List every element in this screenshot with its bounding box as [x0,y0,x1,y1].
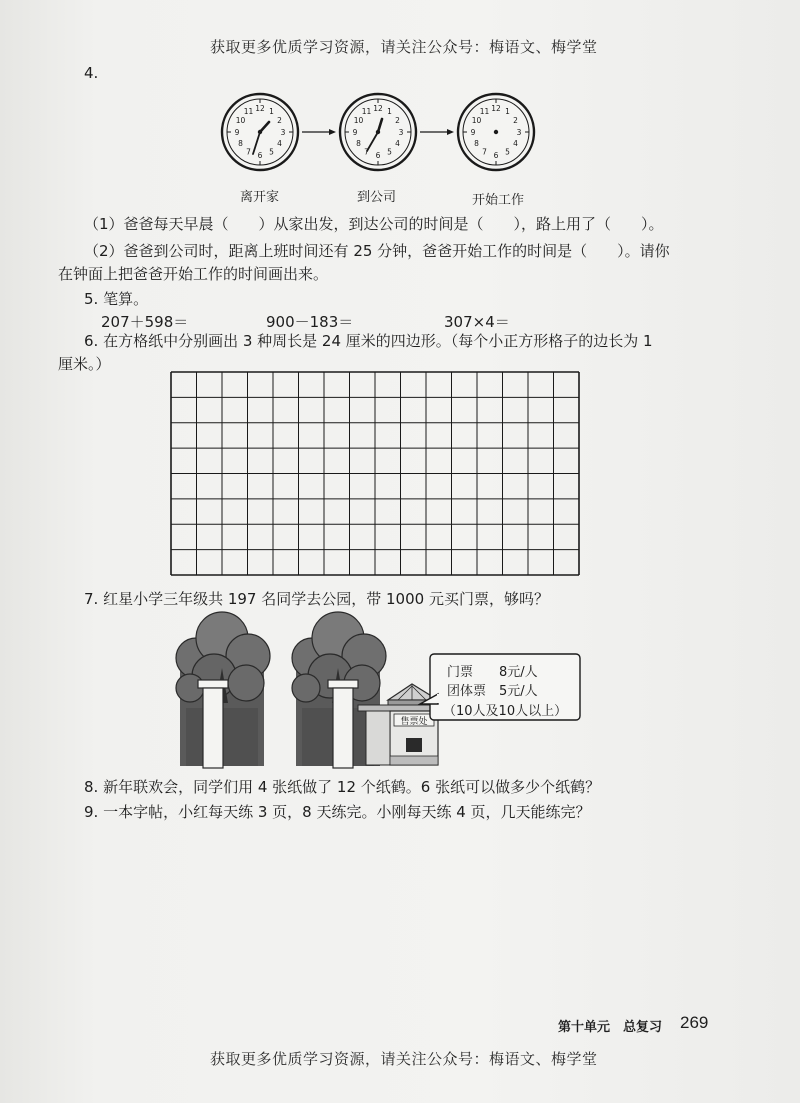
clock-leave-home [222,94,298,170]
question-7-text: 7. 红星小学三年级共 197 名同学去公园，带 1000 元买门票，够吗？ [84,590,549,608]
clock-diagram: 12 1 2 3 4 5 6 7 8 9 10 11 [210,88,550,180]
arrow-1 [302,129,336,135]
clock-label-start-work: 开始工作 [472,193,525,208]
calc-item-3: 307×4＝ [444,313,510,331]
question-6-text-cont: 厘米。） [58,355,111,373]
clock-label-leave-home: 离开家 [240,190,280,205]
gate-pillar-right [328,680,358,768]
question-4-number: 4. [84,64,99,82]
question-4-part-2: （2）爸爸到公司时，距离上班时间还有 25 分钟，爸爸开始工作的时间是（ ）。请你 [84,242,670,260]
graph-paper-grid [170,371,580,576]
watermark-top: 获取更多优质学习资源，请关注公众号：梅语文、梅学堂 [210,38,598,56]
footer-unit: 第十单元 总复习 [558,1020,663,1035]
booth-sign-text: 售票处 [400,717,428,727]
question-9-text: 9. 一本字帖，小红每天练 3 页，8 天练完。小刚每天练 4 页，几天能练完？ [84,803,591,821]
question-6-text: 6. 在方格纸中分别画出 3 种周长是 24 厘米的四边形。（每个小正方形格子的边长为 1 [84,332,653,350]
calc-item-2: 900－183＝ [266,313,354,331]
question-4-part-1: （1）爸爸每天早晨（ ）从家出发，到达公司的时间是（ ），路上用了（ ）。 [84,215,664,233]
price-group-line: 团体票 5元/人 [447,684,538,699]
arrow-2 [420,129,454,135]
clock-start-work[interactable] [458,94,534,170]
clock-label-arrive-company: 到公司 [357,190,397,205]
question-8-text: 8. 新年联欢会，同学们用 4 张纸做了 12 个纸鹤。6 张纸可以做多少个纸鹤？ [84,778,601,796]
graph-paper[interactable] [170,371,580,576]
clock-arrive-company [340,94,416,170]
price-group-condition: （10人及10人以上） [443,704,568,719]
price-ticket-line: 门票 8元/人 [447,665,538,680]
gate-pillar-left [198,680,228,768]
calc-item-1: 207＋598＝ [101,313,189,331]
footer-page-number: 269 [680,1013,709,1032]
question-5-title: 5. 笔算。 [84,290,149,308]
question-4-part-2-cont: 在钟面上把爸爸开始工作的时间画出来。 [58,265,329,283]
watermark-bottom: 获取更多优质学习资源，请关注公众号：梅语文、梅学堂 [210,1050,598,1068]
